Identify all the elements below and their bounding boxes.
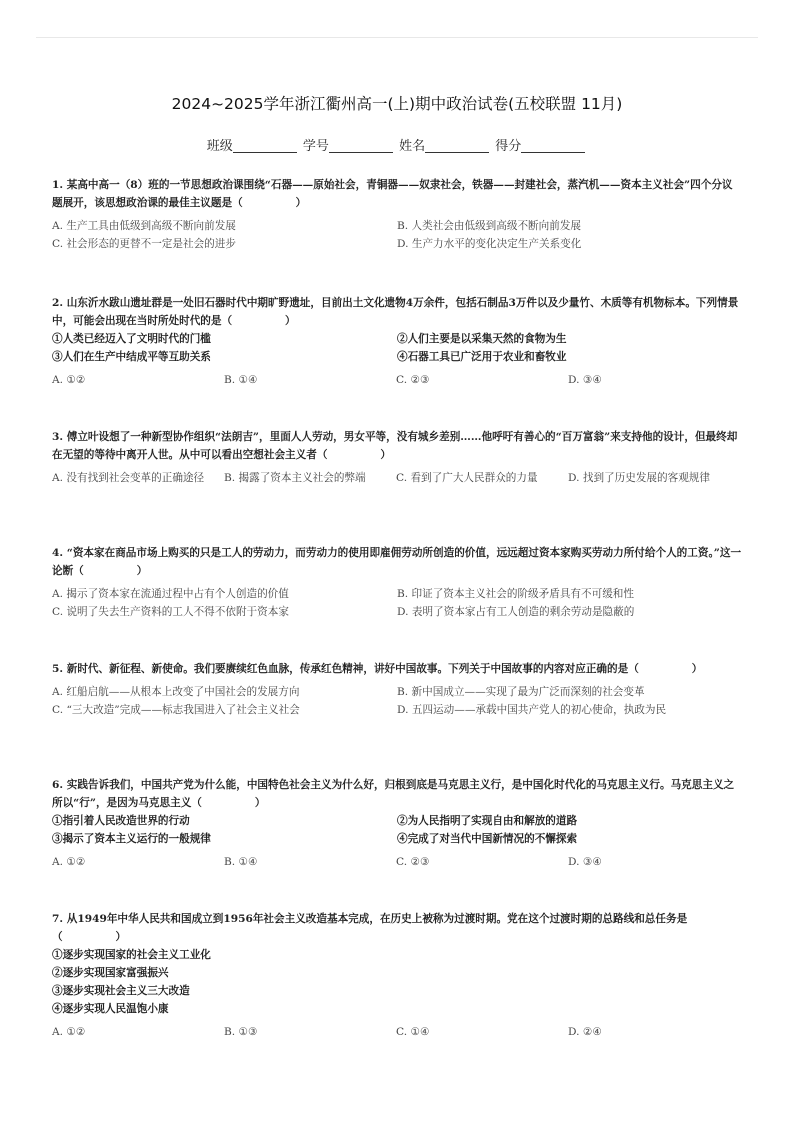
option-a[interactable]: A. ①② [52,1026,86,1038]
option-a[interactable]: A. ①② [52,374,86,386]
score-blank[interactable] [521,139,585,153]
statement-1: ①人类已经迈入了文明时代的门槛 [52,333,211,345]
option-d[interactable]: D. ③④ [568,374,602,386]
option-d[interactable]: D. ③④ [568,856,602,868]
statement-2: ②逐步实现国家富强振兴 [52,967,169,979]
question-stem: 7. 从1949年中华人民共和国成立到1956年社会主义改造基本完成，在历史上被称为过渡时期。党在这个过渡时期的总路线和总任务是（ ） [52,913,688,943]
option-b[interactable]: B. 揭露了资本主义社会的弊端 [224,472,366,484]
option-d[interactable]: D. 生产力水平的变化决定生产关系变化 [397,238,582,250]
statement-4: ④逐步实现人民温饱小康 [52,1003,169,1015]
statement-4: ④石器工具已广泛用于农业和畜牧业 [397,351,567,363]
class-label: 班级 [206,139,233,154]
question-7 [52,910,742,1041]
option-b[interactable]: B. ①④ [224,856,258,868]
statement-1: ①逐步实现国家的社会主义工业化 [52,949,211,961]
score-label: 得分 [495,139,522,154]
student-number-label: 学号 [302,139,329,154]
question-6 [52,776,742,871]
question-1 [52,176,742,253]
statement-2: ②人们主要是以采集天然的食物为生 [397,333,567,345]
question-stem: 1. 某高中高一（8）班的一节思想政治课围绕“石器——原始社会，青铜器——奴隶社会，铁器——封建社会，蒸汽机——资本主义社会”四个分议题展开，该思想政治课的最佳主议题是（ ） [52,179,733,209]
name-label: 姓名 [399,139,426,154]
class-blank[interactable] [233,139,297,153]
option-c[interactable]: C. ②③ [396,856,430,868]
option-c[interactable]: C. ①④ [396,1026,430,1038]
option-c[interactable]: C. 社会形态的更替不一定是社会的进步 [52,238,236,250]
question-4 [52,544,742,621]
option-d[interactable]: D. 五四运动——承载中国共产党人的初心使命，执政为民 [397,704,667,716]
name-blank[interactable] [425,139,489,153]
question-stem: 5. 新时代、新征程、新使命。我们要赓续红色血脉，传承红色精神，讲好中国故事。下列关于中国故事的内容对应正确的是（ ） [52,663,703,675]
student-number-blank[interactable] [329,139,393,153]
question-stem: 6. 实践告诉我们，中国共产党为什么能，中国特色社会主义为什么好，归根到底是马克思主义行，是中国化时代化的马克思主义行。马克思主义之所以“行”，是因为马克思主义（ ） [52,779,735,809]
student-info-line [0,135,794,154]
statement-2: ②为人民指明了实现自由和解放的道路 [397,815,578,827]
question-2 [52,294,742,389]
option-d[interactable]: D. 找到了历史发展的客观规律 [568,472,710,484]
option-d[interactable]: D. ②④ [568,1026,602,1038]
statement-3: ③揭示了资本主义运行的一般规律 [52,833,211,845]
option-a[interactable]: A. 红船启航——从根本上改变了中国社会的发展方向 [52,686,300,698]
option-c[interactable]: C. ②③ [396,374,430,386]
option-b[interactable]: B. ①④ [224,374,258,386]
question-stem: 3. 傅立叶设想了一种新型协作组织“法朗吉”，里面人人劳动，男女平等，没有城乡差别……他呼吁有善心的“百万富翁”来支持他的设计，但最终却在无望的等待中离开人世。从中可以看出空想社会主义者（ ） [52,431,738,461]
option-a[interactable]: A. 生产工具由低级到高级不断向前发展 [52,220,236,232]
question-stem: 2. 山东沂水跋山遗址群是一处旧石器时代中期旷野遗址，目前出土文化遗物4万余件，包括石制品3万件以及少量竹、木质等有机物标本。下列情景中，可能会出现在当时所处时代的是（ ） [52,297,739,327]
option-b[interactable]: B. 印证了资本主义社会的阶级矛盾具有不可缓和性 [397,588,634,600]
option-b[interactable]: B. 人类社会由低级到高级不断向前发展 [397,220,582,232]
option-b[interactable]: B. 新中国成立——实现了最为广泛而深刻的社会变革 [397,686,645,698]
statement-3: ③人们在生产中结成平等互助关系 [52,351,211,363]
statement-4: ④完成了对当代中国新情况的不懈探索 [397,833,578,845]
question-3 [52,428,742,487]
option-c[interactable]: C. 看到了广大人民群众的力量 [396,472,538,484]
option-a[interactable]: A. 没有找到社会变革的正确途径 [52,472,205,484]
option-c[interactable]: C. 说明了失去生产资料的工人不得不依附于资本家 [52,606,289,618]
option-a[interactable]: A. ①② [52,856,86,868]
question-5 [52,660,742,719]
top-divider [36,37,758,38]
statement-1: ①指引着人民改造世界的行动 [52,815,190,827]
page-title: 2024~2025学年浙江衢州高一(上)期中政治试卷(五校联盟 11月) [171,95,623,113]
option-a[interactable]: A. 揭示了资本家在流通过程中占有个人创造的价值 [52,588,289,600]
question-stem: 4. “资本家在商品市场上购买的只是工人的劳动力，而劳动力的使用即雇佣劳动所创造的价值，远远超过资本家购买劳动力所付给个人的工资。”这一论断（ ） [52,547,742,577]
option-b[interactable]: B. ①③ [224,1026,258,1038]
option-d[interactable]: D. 表明了资本家占有工人创造的剩余劳动是隐蔽的 [397,606,635,618]
statement-3: ③逐步实现社会主义三大改造 [52,985,190,997]
option-c[interactable]: C. “三大改造”完成——标志我国进入了社会主义社会 [52,704,300,716]
